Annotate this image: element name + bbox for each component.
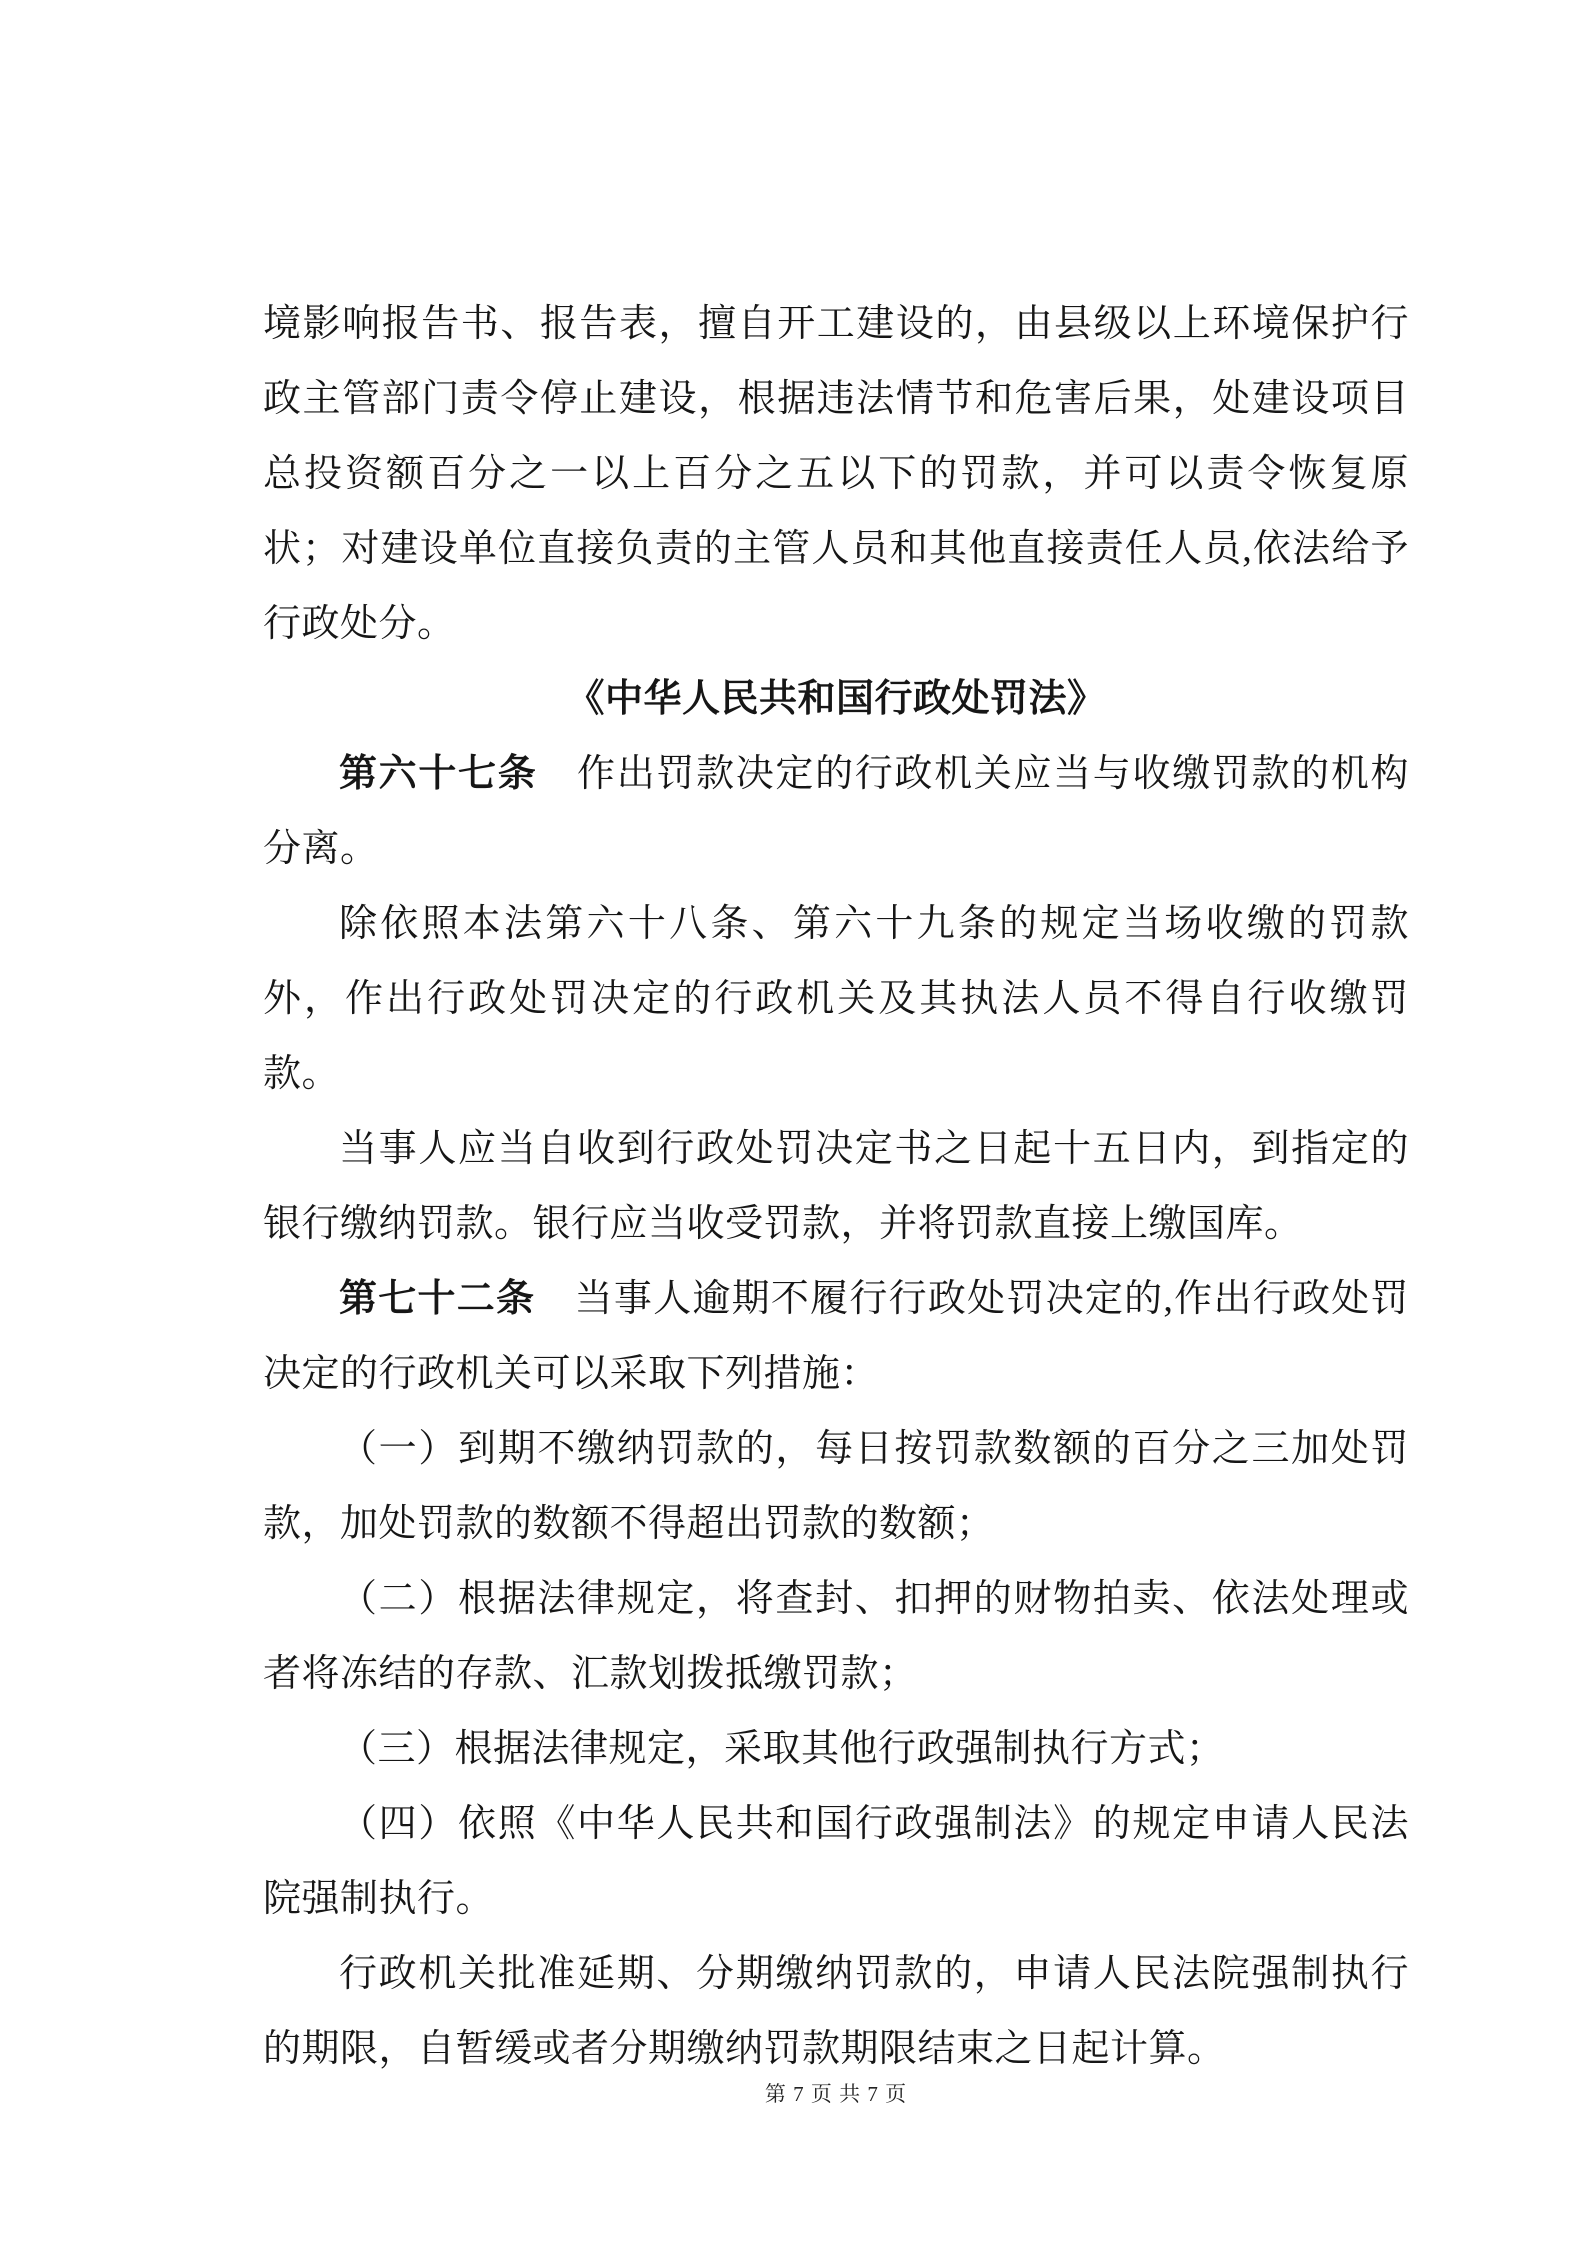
paragraph-text: 当事人应当自收到行政处罚决定书之日起十五日内，到指定的银行缴纳罚款。银行应当收受罚款，并将罚款直接上缴国库。	[263, 1128, 1409, 1245]
paragraph	[263, 287, 1409, 662]
paragraph-text: 除依照本法第六十八条、第六十九条的规定当场收缴的罚款外，作出行政处罚决定的行政机关及其执法人员不得自行收缴罚款。	[263, 903, 1409, 1095]
paragraph-text: （四）依照《中华人民共和国行政强制法》的规定申请人民法院强制执行。	[263, 1803, 1409, 1920]
paragraph-text: （二）根据法律规定，将查封、扣押的财物拍卖、依法处理或者将冻结的存款、汇款划拨抵缴罚款；	[263, 1578, 1409, 1695]
paragraph-text: 当事人逾期不履行行政处罚决定的,作出行政处罚决定的行政机关可以采取下列措施：	[263, 1278, 1409, 1395]
article-number: 第七十二条	[339, 1278, 536, 1320]
paragraph-text: 《中华人民共和国行政处罚法》	[566, 678, 1106, 720]
paragraph	[263, 737, 1409, 887]
paragraph-text: （三）根据法律规定，采取其他行政强制执行方式；	[339, 1728, 1225, 1770]
paragraph-list	[263, 287, 1409, 2087]
paragraph	[263, 887, 1409, 1112]
paragraph	[263, 1262, 1409, 1412]
law-title-heading	[263, 662, 1409, 737]
document-body	[263, 287, 1409, 2087]
paragraph	[263, 1787, 1409, 1937]
paragraph	[263, 1112, 1409, 1262]
paragraph-text: 境影响报告书、报告表，擅自开工建设的，由县级以上环境保护行政主管部门责令停止建设，根据违法情节和危害后果，处建设项目总投资额百分之一以上百分之五以下的罚款，并可以责令恢复原状；对建设单位直接负责的主管人员和其他直接责任人员,依法给予行政处分。	[263, 303, 1409, 645]
page-number-text: 第 7 页 共 7 页	[764, 2082, 908, 2106]
paragraph	[263, 1937, 1409, 2087]
article-number: 第六十七条	[339, 753, 538, 795]
paragraph	[263, 1562, 1409, 1712]
paragraph	[263, 1712, 1409, 1787]
page-footer	[263, 2078, 1409, 2108]
paragraph-text: 行政机关批准延期、分期缴纳罚款的，申请人民法院强制执行的期限，自暂缓或者分期缴纳罚款期限结束之日起计算。	[263, 1953, 1409, 2070]
paragraph-text: 作出罚款决定的行政机关应当与收缴罚款的机构分离。	[263, 753, 1409, 870]
paragraph-text: （一）到期不缴纳罚款的，每日按罚款数额的百分之三加处罚款，加处罚款的数额不得超出罚款的数额；	[263, 1428, 1409, 1545]
paragraph	[263, 1412, 1409, 1562]
